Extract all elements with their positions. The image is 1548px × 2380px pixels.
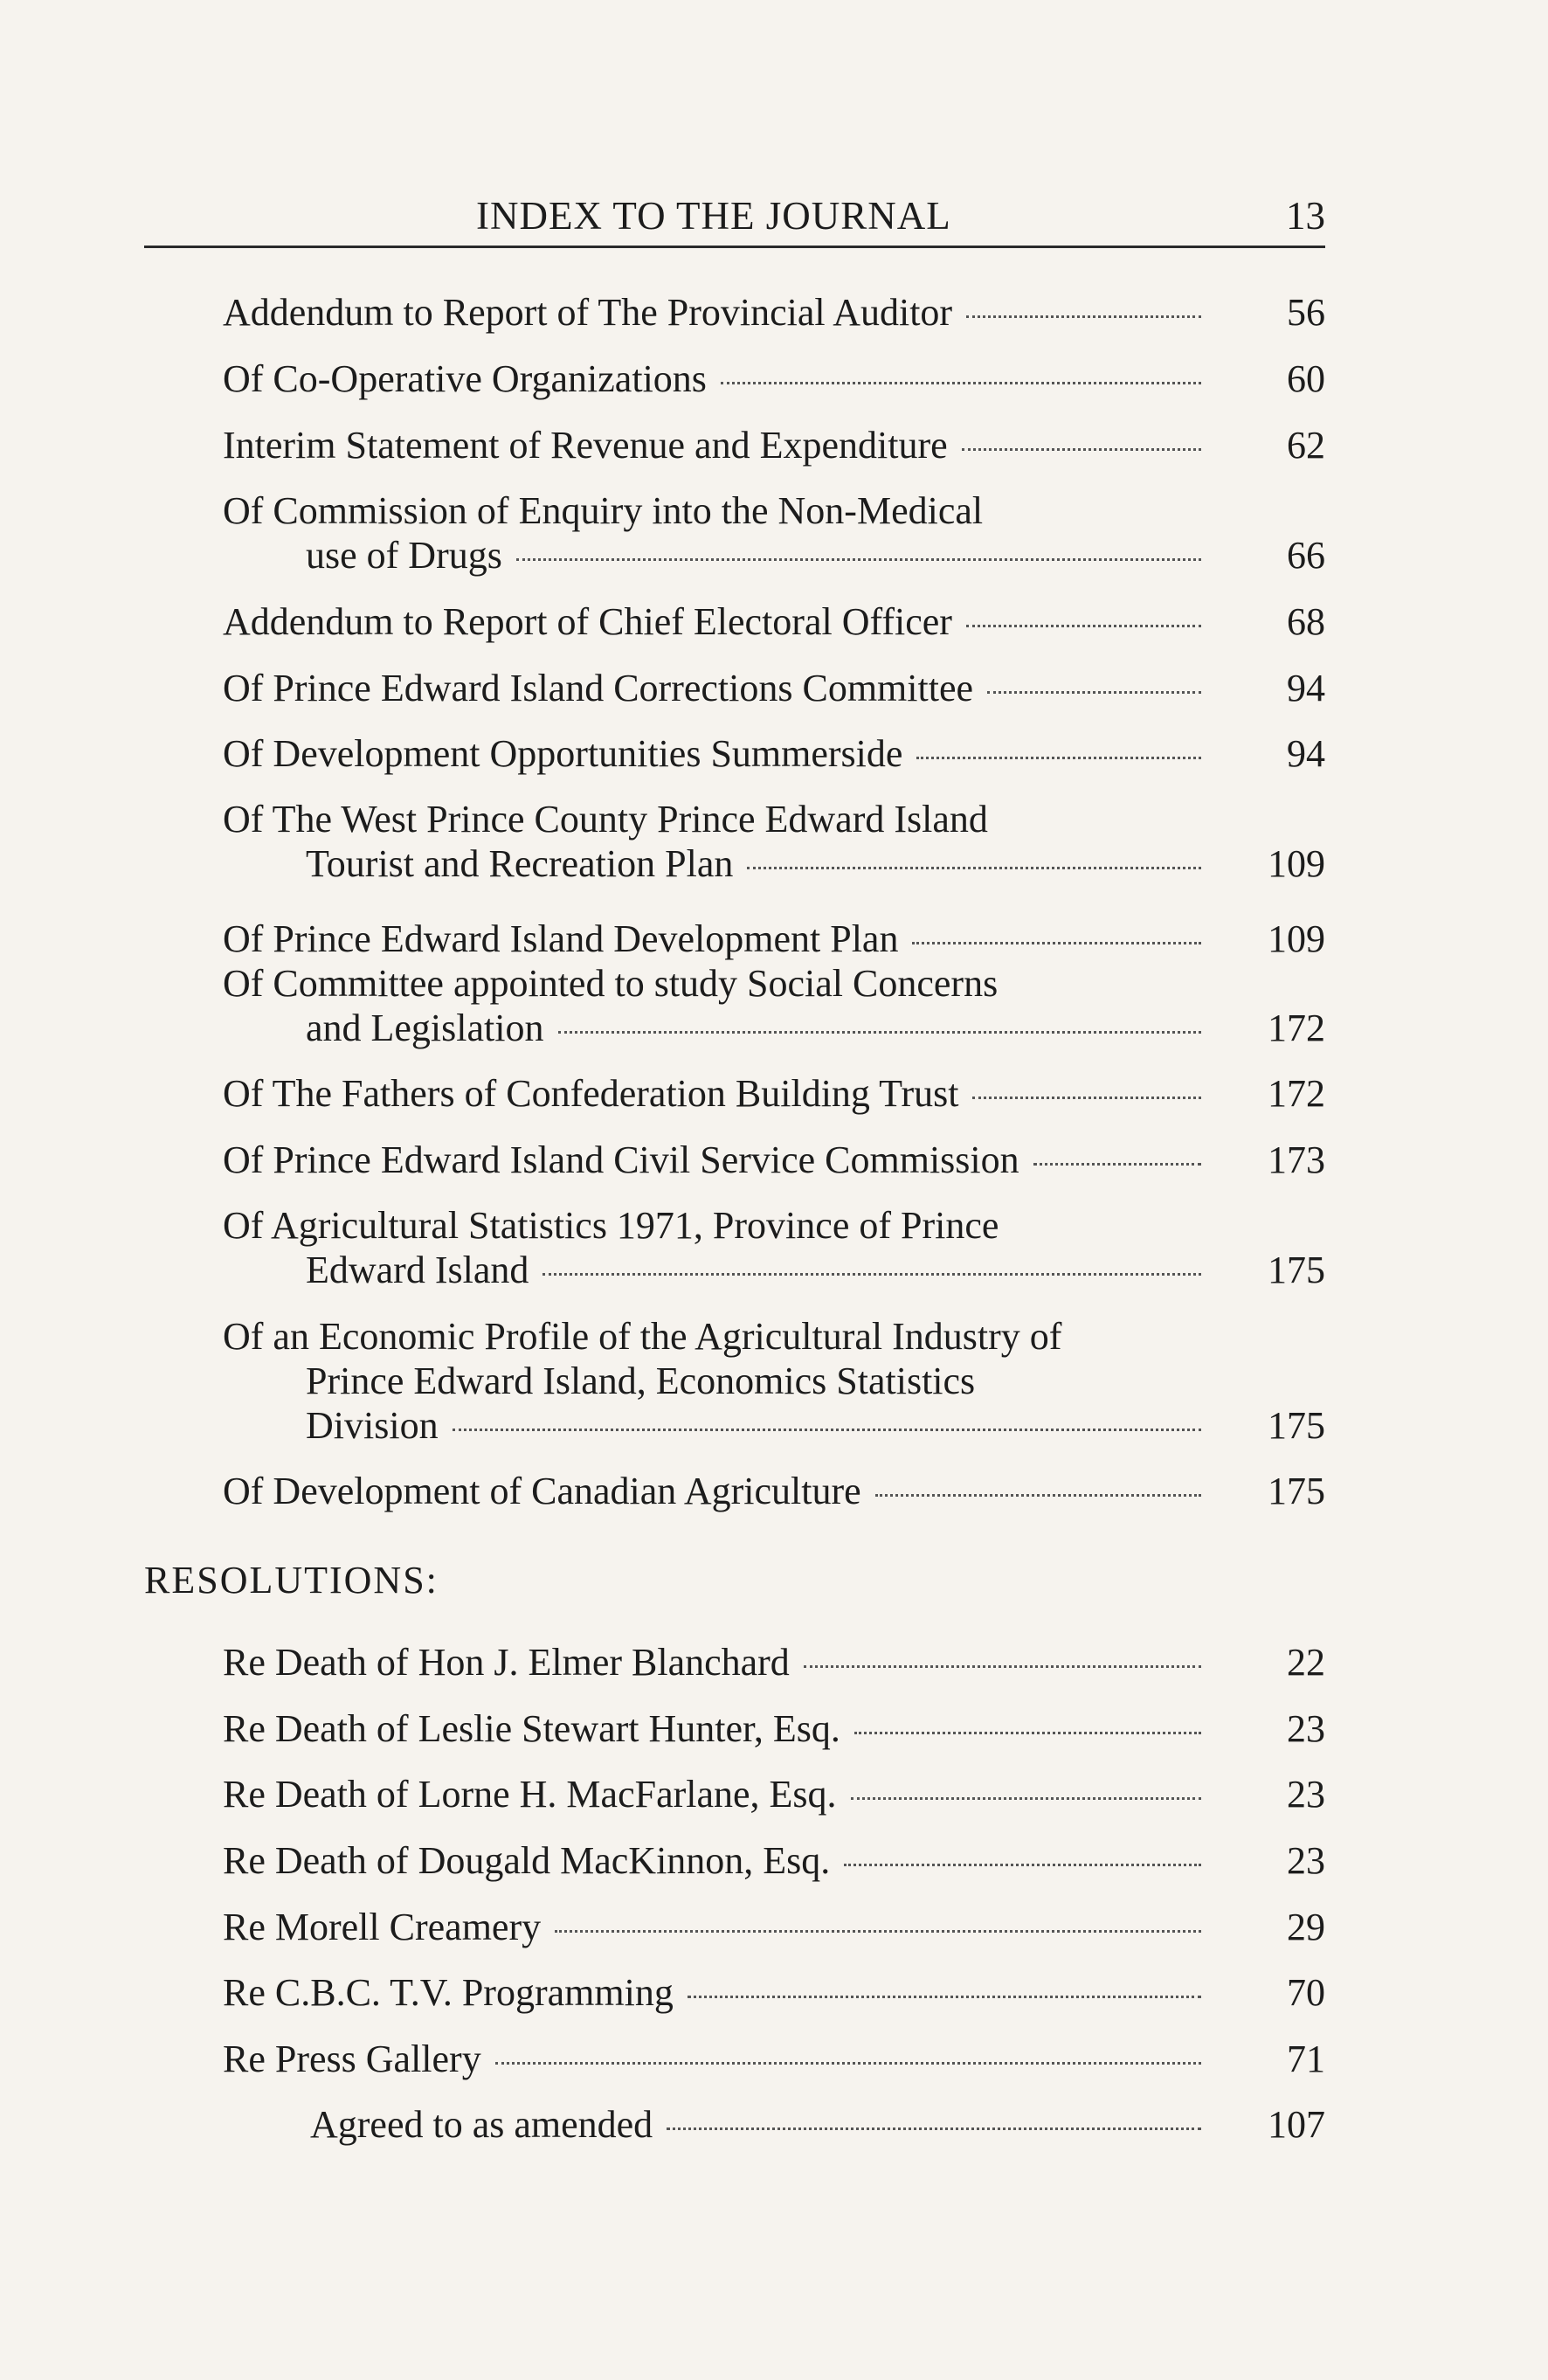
entry-text: Agreed to as amended	[310, 2103, 653, 2146]
entry-page: 175	[1268, 1470, 1325, 1512]
entry-page: 109	[1268, 917, 1325, 960]
index-entry	[223, 1138, 1325, 1182]
entry-page: 60	[1287, 357, 1325, 400]
dot-leader	[495, 2062, 1201, 2065]
entry-text: Re Death of Dougald MacKinnon, Esq.	[223, 1839, 831, 1882]
entry-text: Tourist and Recreation Plan	[306, 842, 734, 885]
entry-text: and Legislation	[306, 1007, 544, 1049]
index-entry	[223, 1203, 1325, 1292]
index-entry	[223, 599, 1325, 644]
entry-text: Of Development of Canadian Agriculture	[223, 1470, 861, 1512]
index-entry	[223, 961, 1325, 1050]
index-entry	[223, 1469, 1325, 1513]
entry-text: Addendum to Report of The Provincial Auditor	[223, 291, 953, 334]
entry-text: Of Co-Operative Organizations	[223, 357, 707, 400]
entry-page: 175	[1268, 1404, 1325, 1447]
entry-page: 172	[1268, 1072, 1325, 1115]
entry-text: Addendum to Report of Chief Electoral Officer	[223, 600, 952, 643]
dot-leader	[916, 757, 1201, 759]
dot-leader	[516, 558, 1201, 561]
entry-page: 172	[1268, 1007, 1325, 1049]
entry-text: Re Death of Lorne H. MacFarlane, Esq.	[223, 1773, 837, 1816]
entry-text: Of an Economic Profile of the Agricultural Industry of	[223, 1315, 1062, 1358]
entry-text: Re Press Gallery	[223, 2038, 481, 2080]
dot-leader	[966, 315, 1201, 318]
entry-page: 173	[1268, 1138, 1325, 1181]
entry-text: Re Death of Leslie Stewart Hunter, Esq.	[223, 1707, 840, 1750]
entry-text: Re Morell Creamery	[223, 1906, 542, 1948]
entry-page: 23	[1287, 1707, 1325, 1750]
entry-page: 71	[1287, 2038, 1325, 2080]
index-entry	[223, 731, 1325, 776]
entry-text: Re C.B.C. T.V. Programming	[223, 1971, 674, 2014]
dot-leader	[804, 1665, 1201, 1668]
page-number: 13	[1286, 194, 1325, 238]
resolutions-heading: RESOLUTIONS:	[144, 1559, 439, 1602]
dot-leader	[875, 1494, 1201, 1497]
resolution-subentry	[310, 2102, 1325, 2147]
index-entry	[223, 356, 1325, 401]
index-entry	[223, 917, 1325, 961]
dot-leader	[987, 691, 1201, 694]
entry-page: 23	[1287, 1773, 1325, 1816]
entry-page: 175	[1268, 1249, 1325, 1291]
entry-text: Of The West Prince County Prince Edward Island	[223, 798, 988, 841]
entry-text: Interim Statement of Revenue and Expenditure	[223, 424, 948, 467]
entry-page: 56	[1287, 291, 1325, 334]
index-entry	[223, 488, 1325, 578]
entry-page: 94	[1287, 667, 1325, 709]
dot-leader	[542, 1273, 1201, 1276]
dot-leader	[854, 1732, 1201, 1734]
resolution-entry	[223, 2037, 1325, 2081]
dot-leader	[555, 1930, 1201, 1933]
resolution-entry	[223, 1905, 1325, 1949]
entry-text: Of Prince Edward Island Development Plan	[223, 917, 899, 960]
entry-text: Division	[306, 1404, 439, 1447]
index-entry	[223, 290, 1325, 335]
index-entry	[223, 797, 1325, 886]
entry-text: Of Prince Edward Island Corrections Committee	[223, 667, 974, 709]
dot-leader	[453, 1429, 1201, 1431]
resolution-entry	[223, 1970, 1325, 2015]
dot-leader	[747, 867, 1201, 869]
page-title: INDEX TO THE JOURNAL	[476, 194, 951, 238]
entry-text: Of Commission of Enquiry into the Non-Medical	[223, 489, 984, 532]
dot-leader	[851, 1797, 1201, 1800]
dot-leader	[1033, 1163, 1201, 1166]
entry-page: 70	[1287, 1971, 1325, 2014]
header-rule	[144, 246, 1325, 248]
dot-leader	[667, 2127, 1201, 2130]
page-header	[144, 188, 1325, 244]
entry-text: Of Agricultural Statistics 1971, Province of Prince	[223, 1204, 999, 1247]
entry-text: Re Death of Hon J. Elmer Blanchard	[223, 1641, 790, 1684]
dot-leader	[966, 625, 1201, 627]
entry-page: 94	[1287, 732, 1325, 775]
index-entry	[223, 1071, 1325, 1116]
dot-leader	[972, 1097, 1201, 1099]
entry-page: 109	[1268, 842, 1325, 885]
entry-text: Of Prince Edward Island Civil Service Commission	[223, 1138, 1019, 1181]
resolution-entry	[223, 1838, 1325, 1883]
resolution-entry	[223, 1772, 1325, 1816]
entry-page: 107	[1268, 2103, 1325, 2146]
index-entry	[223, 1314, 1325, 1448]
entry-text: Prince Edward Island, Economics Statistics	[306, 1360, 976, 1402]
dot-leader	[844, 1864, 1201, 1866]
entry-page: 68	[1287, 600, 1325, 643]
entry-page: 62	[1287, 424, 1325, 467]
dot-leader	[721, 382, 1201, 384]
dot-leader	[558, 1031, 1202, 1034]
dot-leader	[962, 448, 1201, 451]
entry-text: Of Committee appointed to study Social Concerns	[223, 962, 999, 1005]
entry-page: 66	[1287, 534, 1325, 577]
dot-leader	[912, 942, 1201, 944]
entry-text: Of Development Opportunities Summerside	[223, 732, 903, 775]
dot-leader	[688, 1996, 1201, 1998]
entry-text: Edward Island	[306, 1249, 529, 1291]
resolution-entry	[223, 1640, 1325, 1685]
entry-page: 23	[1287, 1839, 1325, 1882]
index-entry	[223, 423, 1325, 467]
entry-page: 29	[1287, 1906, 1325, 1948]
resolution-entry	[223, 1706, 1325, 1751]
entry-text: Of The Fathers of Confederation Building Trust	[223, 1072, 959, 1115]
index-entry	[223, 666, 1325, 710]
entry-text: use of Drugs	[306, 534, 502, 577]
entry-page: 22	[1287, 1641, 1325, 1684]
